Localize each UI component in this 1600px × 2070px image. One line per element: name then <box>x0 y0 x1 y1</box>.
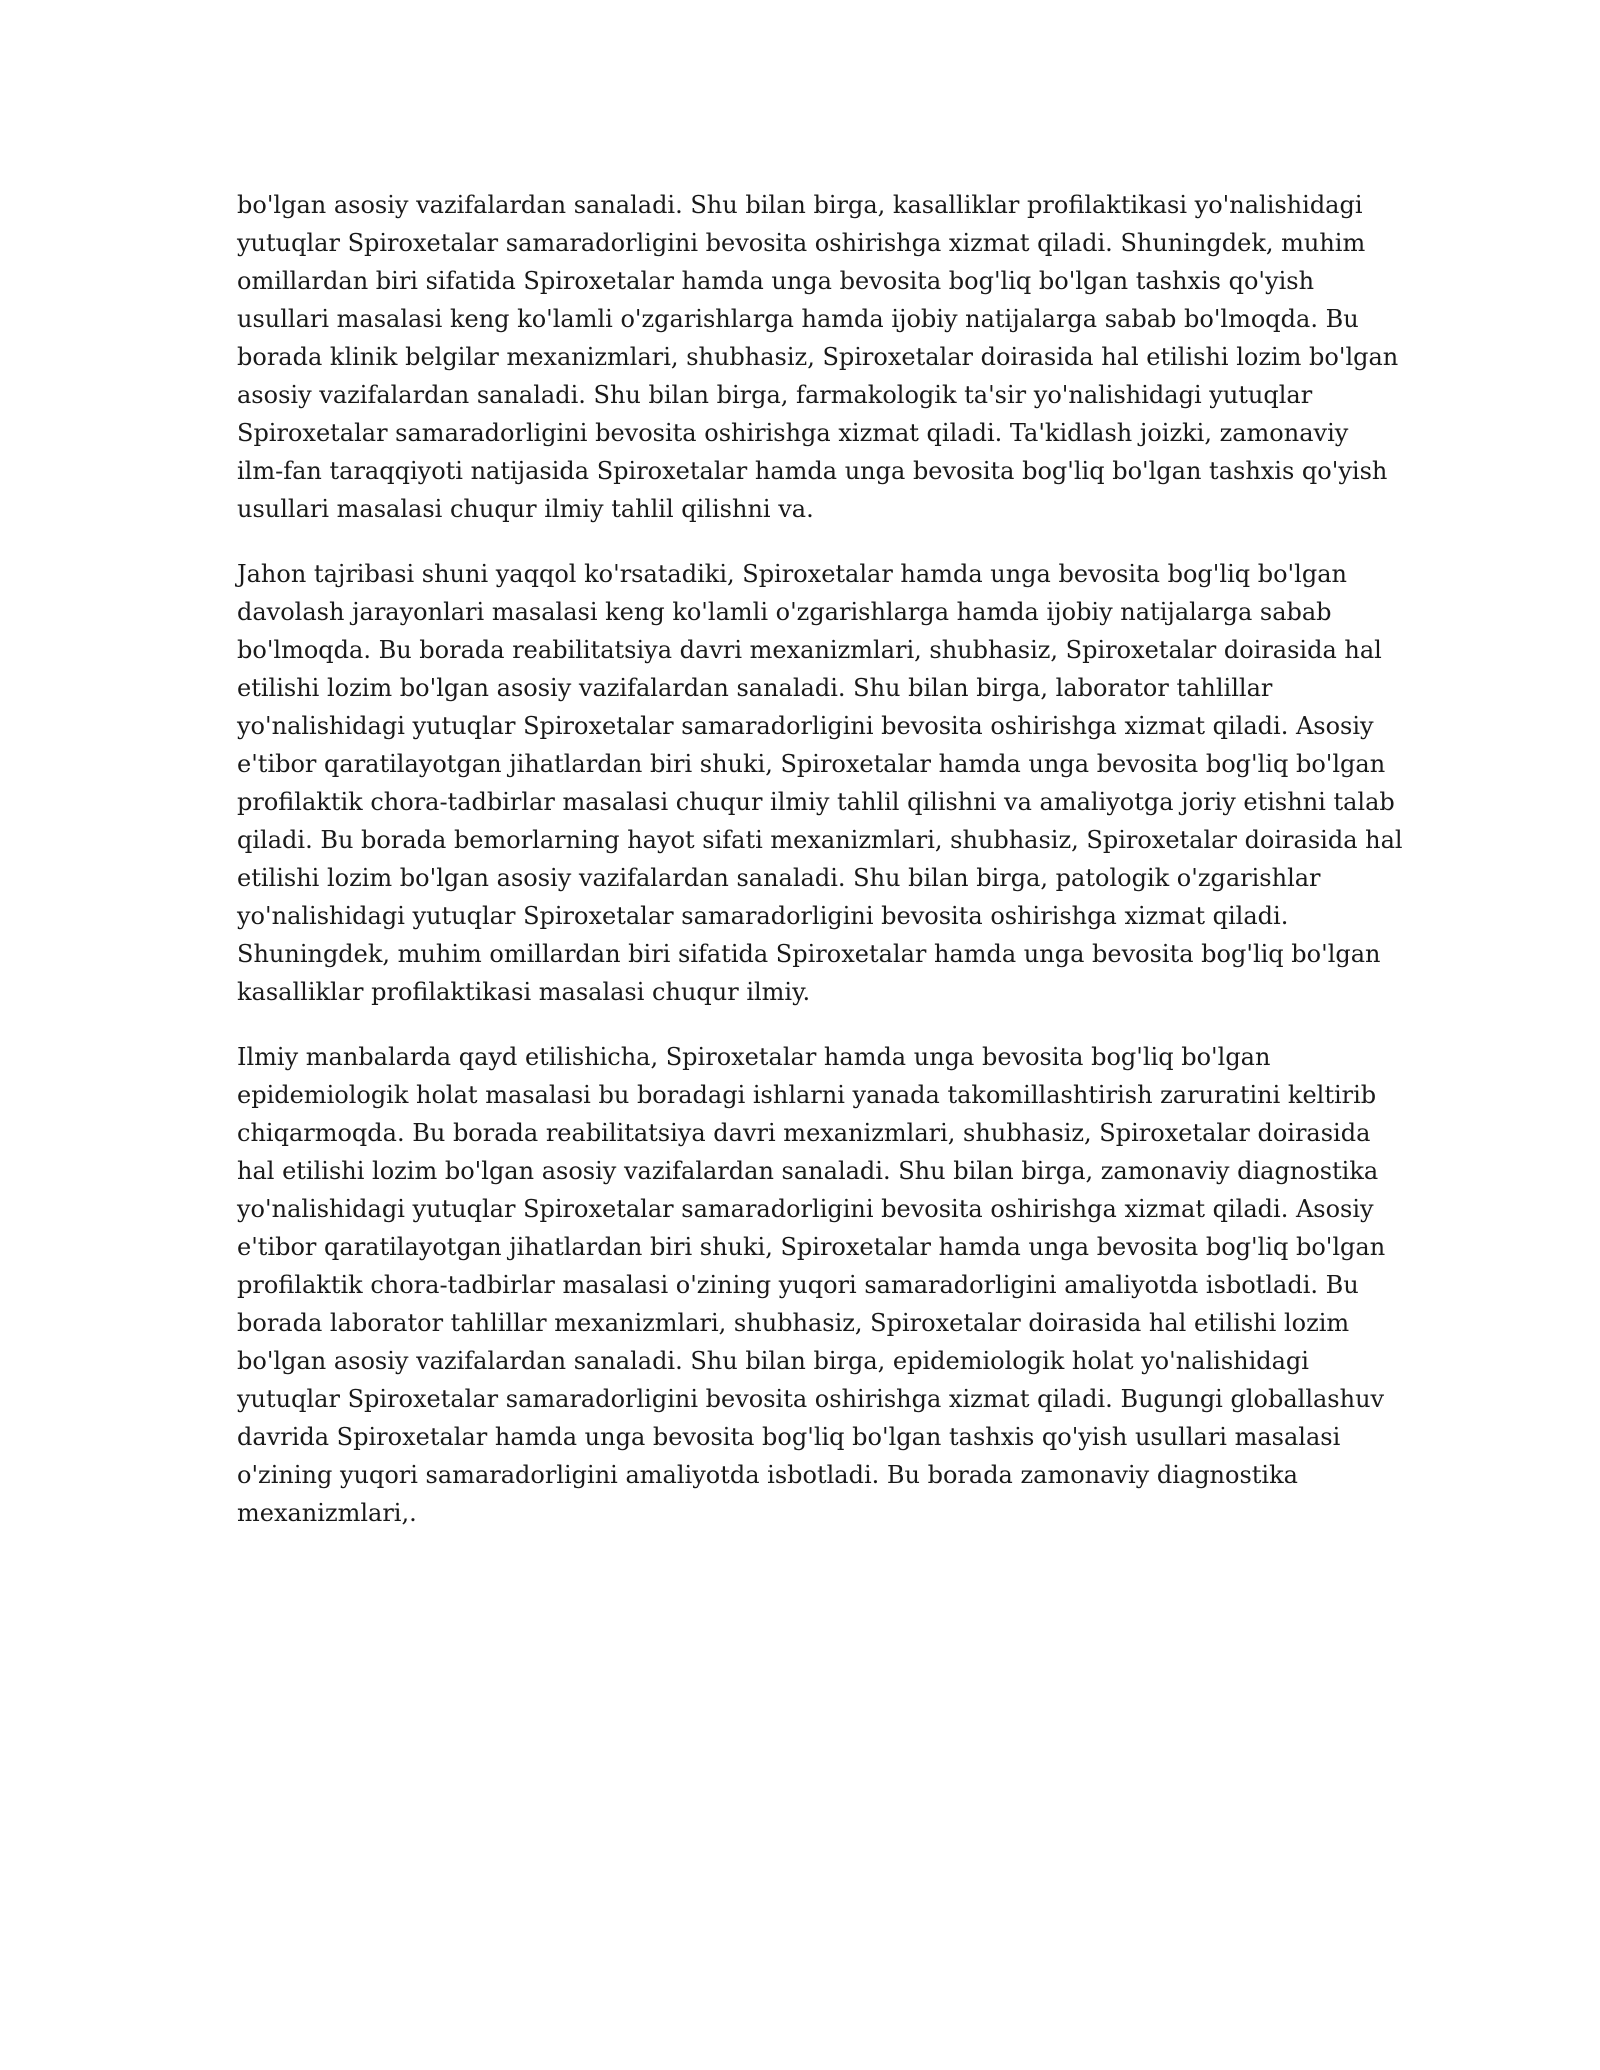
text-line: chiqarmoqda. Bu borada reabilitatsiya davri mexanizmlari, shubhasiz, Spiroxetalar doirasida <box>237 1119 1371 1147</box>
text-line: ilm-fan taraqqiyoti natijasida Spiroxetalar hamda unga bevosita bog'liq bo'lgan tashxis qo'yish <box>237 457 1388 485</box>
paragraph-2 <box>237 555 1403 1011</box>
paragraph-3 <box>237 1038 1386 1532</box>
text-line: Shuningdek, muhim omillardan biri sifatida Spiroxetalar hamda unga bevosita bog'liq bo'lgan <box>237 940 1381 968</box>
text-line: Ilmiy manbalarda qayd etilishicha, Spiroxetalar hamda unga bevosita bog'liq bo'lgan <box>237 1043 1271 1071</box>
text-line: epidemiologik holat masalasi bu boradagi ishlarni yanada takomillashtirish zaruratini keltirib <box>237 1081 1377 1109</box>
text-line: asosiy vazifalardan sanaladi. Shu bilan birga, farmakologik ta'sir yo'nalishidagi yutuqlar <box>237 381 1313 409</box>
text-line: usullari masalasi chuqur ilmiy tahlil qilishni va. <box>237 495 814 523</box>
text-line: yutuqlar Spiroxetalar samaradorligini bevosita oshirishga xizmat qiladi. Shuningdek, muhim <box>237 229 1366 257</box>
text-line: omillardan biri sifatida Spiroxetalar hamda unga bevosita bog'liq bo'lgan tashxis qo'yish <box>237 267 1315 295</box>
text-line: e'tibor qaratilayotgan jihatlardan biri shuki, Spiroxetalar hamda unga bevosita bog'liq bo'lgan <box>237 1233 1386 1261</box>
text-line: yo'nalishidagi yutuqlar Spiroxetalar samaradorligini bevosita oshirishga xizmat qiladi. Asosiy <box>237 712 1374 740</box>
text-line: yo'nalishidagi yutuqlar Spiroxetalar samaradorligini bevosita oshirishga xizmat qiladi. Asosiy <box>237 1195 1374 1223</box>
text-line: profilaktik chora-tadbirlar masalasi chuqur ilmiy tahlil qilishni va amaliyotga joriy etishni talab <box>237 788 1395 816</box>
text-line: Jahon tajribasi shuni yaqqol ko'rsatadiki, Spiroxetalar hamda unga bevosita bog'liq bo'lgan <box>237 560 1347 588</box>
text-line: o'zining yuqori samaradorligini amaliyotda isbotladi. Bu borada zamonaviy diagnostika <box>237 1461 1298 1489</box>
text-line: Spiroxetalar samaradorligini bevosita oshirishga xizmat qiladi. Ta'kidlash joizki, zamonaviy <box>237 419 1349 447</box>
text-line: e'tibor qaratilayotgan jihatlardan biri shuki, Spiroxetalar hamda unga bevosita bog'liq bo'lgan <box>237 750 1386 778</box>
text-line: bo'lgan asosiy vazifalardan sanaladi. Shu bilan birga, epidemiologik holat yo'nalishidagi <box>237 1347 1309 1375</box>
paragraph-1 <box>237 186 1399 528</box>
text-line: hal etilishi lozim bo'lgan asosiy vazifalardan sanaladi. Shu bilan birga, zamonaviy diagnostika <box>237 1157 1379 1185</box>
text-line: davolash jarayonlari masalasi keng ko'lamli o'zgarishlarga hamda ijobiy natijalarga sabab <box>237 598 1332 626</box>
text-line: bo'lgan asosiy vazifalardan sanaladi. Shu bilan birga, kasalliklar profilaktikasi yo'nalishidagi <box>237 191 1363 219</box>
text-line: mexanizmlari,. <box>237 1499 417 1527</box>
text-line: qiladi. Bu borada bemorlarning hayot sifati mexanizmlari, shubhasiz, Spiroxetalar doirasida hal <box>237 826 1403 854</box>
text-line: usullari masalasi keng ko'lamli o'zgarishlarga hamda ijobiy natijalarga sabab bo'lmoqda. Bu <box>237 305 1359 333</box>
text-line: etilishi lozim bo'lgan asosiy vazifalardan sanaladi. Shu bilan birga, patologik o'zgarishlar <box>237 864 1321 892</box>
text-line: profilaktik chora-tadbirlar masalasi o'zining yuqori samaradorligini amaliyotda isbotladi. Bu <box>237 1271 1359 1299</box>
text-line: etilishi lozim bo'lgan asosiy vazifalardan sanaladi. Shu bilan birga, laborator tahlillar <box>237 674 1273 702</box>
text-line: kasalliklar profilaktikasi masalasi chuqur ilmiy. <box>237 978 811 1006</box>
text-line: yutuqlar Spiroxetalar samaradorligini bevosita oshirishga xizmat qiladi. Bugungi globallashuv <box>237 1385 1385 1413</box>
text-line: bo'lmoqda. Bu borada reabilitatsiya davri mexanizmlari, shubhasiz, Spiroxetalar doirasida hal <box>237 636 1382 664</box>
text-line: yo'nalishidagi yutuqlar Spiroxetalar samaradorligini bevosita oshirishga xizmat qiladi. <box>237 902 1289 930</box>
text-line: borada klinik belgilar mexanizmlari, shubhasiz, Spiroxetalar doirasida hal etilishi lozim bo'lgan <box>237 343 1399 371</box>
document-body <box>237 186 1403 1559</box>
text-line: borada laborator tahlillar mexanizmlari, shubhasiz, Spiroxetalar doirasida hal etilishi lozim <box>237 1309 1350 1337</box>
text-line: davrida Spiroxetalar hamda unga bevosita bog'liq bo'lgan tashxis qo'yish usullari masalasi <box>237 1423 1341 1451</box>
